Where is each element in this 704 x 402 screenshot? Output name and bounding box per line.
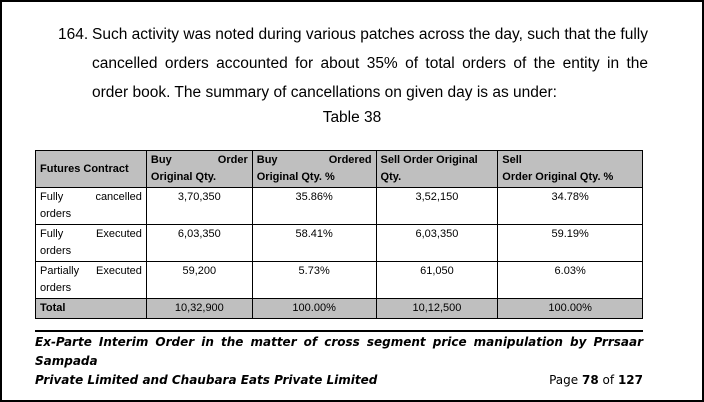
header-buy-qty-w1: Buy <box>150 154 172 166</box>
header-futures-contract: Futures Contract <box>36 151 147 188</box>
sell-qty-cell: 61,050 <box>376 262 498 299</box>
header-sell-qty-l2: Qty. <box>380 171 402 183</box>
header-buy-qty-w3: Original Qty. <box>150 171 217 183</box>
row-label <box>36 188 147 225</box>
table-total-row <box>36 299 643 319</box>
footer-title-line2: Private Limited and Chaubara Eats Private Limited <box>35 373 378 387</box>
page-prefix: Page <box>549 373 579 387</box>
header-buy-pct-w3: Original Qty. % <box>256 171 335 183</box>
table-row <box>36 225 643 262</box>
cancellation-summary-table <box>35 150 643 319</box>
row-label-w1: Fully <box>40 191 64 203</box>
page-of: of <box>602 373 615 387</box>
sell-pct-cell: 34.78% <box>498 188 643 225</box>
header-buy-pct-w2: Ordered <box>328 154 372 166</box>
row-label <box>36 262 147 299</box>
buy-qty-cell: 59,200 <box>146 262 252 299</box>
buy-pct-cell: 5.73% <box>252 262 376 299</box>
total-buy-pct: 100.00% <box>252 299 376 319</box>
row-label-w1: Fully <box>40 228 64 240</box>
row-label-w2: cancelled <box>95 191 142 203</box>
table-caption: Table 38 <box>322 109 382 126</box>
buy-qty-cell: 3,70,350 <box>146 188 252 225</box>
page-total: 127 <box>617 373 643 387</box>
row-label-w1: Partially <box>40 265 80 277</box>
buy-pct-cell: 58.41% <box>252 225 376 262</box>
paragraph-text: Such activity was noted during various patches across the day, such that the fully cancelled orders accounted for about 35% of total orders of the entity in the order book. The summary of cancellations on given day is as under: <box>92 26 648 101</box>
table-row <box>36 188 643 225</box>
row-label-w2: Executed <box>96 265 142 277</box>
row-label <box>36 225 147 262</box>
header-sell-qty-l1: Sell Order Original <box>380 154 478 166</box>
header-buy-qty-w2: Order <box>217 154 248 166</box>
buy-qty-cell: 6,03,350 <box>146 225 252 262</box>
row-label-w3: orders <box>40 208 72 220</box>
paragraph-number: 164. <box>58 26 89 43</box>
total-sell-qty: 10,12,500 <box>376 299 498 319</box>
row-label-w3: orders <box>40 282 72 294</box>
buy-pct-cell: 35.86% <box>252 188 376 225</box>
header-sell-pct-l2: Order Original Qty. % <box>502 171 614 183</box>
header-buy-pct <box>252 151 376 188</box>
header-sell-qty <box>376 151 498 188</box>
sell-qty-cell: 6,03,350 <box>376 225 498 262</box>
footer-divider <box>35 330 643 332</box>
header-sell-pct-l1: Sell <box>502 154 522 166</box>
row-label-w2: Executed <box>96 228 142 240</box>
table-row <box>36 262 643 299</box>
table-header-row <box>36 151 643 188</box>
header-buy-pct-w1: Buy <box>256 154 278 166</box>
total-buy-qty: 10,32,900 <box>146 299 252 319</box>
total-label: Total <box>36 299 147 319</box>
page-current: 78 <box>582 373 599 387</box>
page-footer <box>35 333 643 390</box>
row-label-w3: orders <box>40 245 72 257</box>
header-buy-qty <box>146 151 252 188</box>
header-sell-pct <box>498 151 643 188</box>
footer-title-line1: Ex-Parte Interim Order in the matter of cross segment price manipulation by Prrsaar Sampada <box>35 335 643 368</box>
sell-pct-cell: 6.03% <box>498 262 643 299</box>
sell-qty-cell: 3,52,150 <box>376 188 498 225</box>
page-number <box>549 371 643 390</box>
paragraph-164 <box>58 20 648 107</box>
total-sell-pct: 100.00% <box>498 299 643 319</box>
sell-pct-cell: 59.19% <box>498 225 643 262</box>
